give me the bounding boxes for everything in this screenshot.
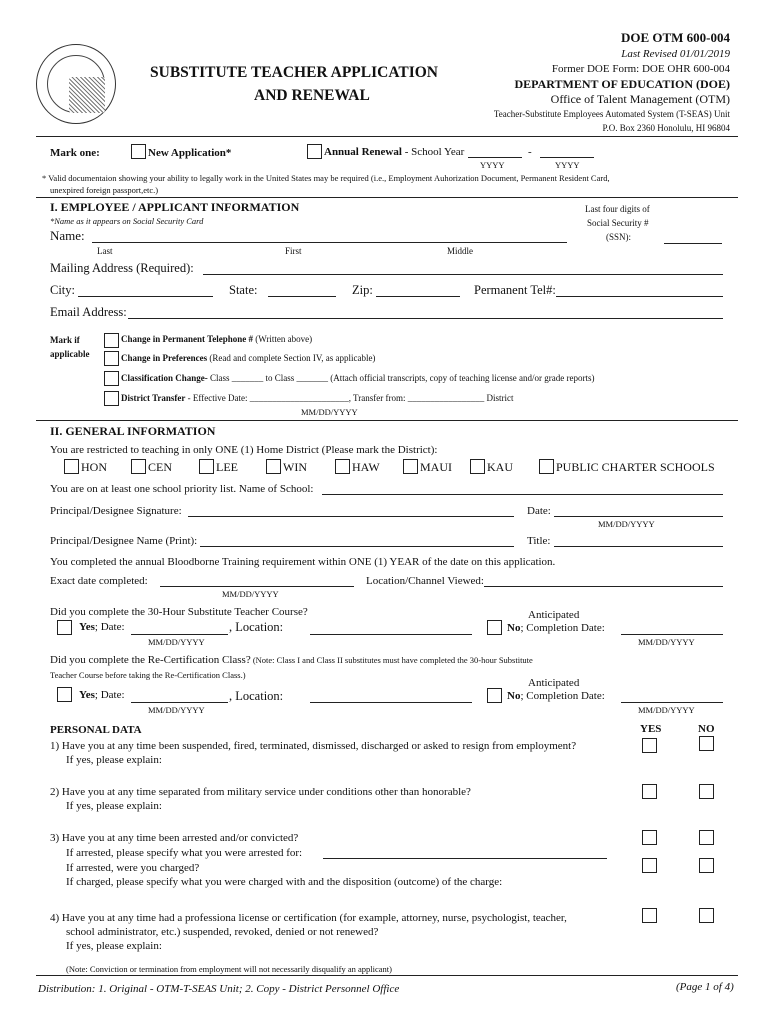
form-id: DOE OTM 600-004 bbox=[620, 30, 730, 45]
new-application-checkbox[interactable] bbox=[131, 144, 146, 159]
address: P.O. Box 2360 Honolulu, HI 96804 bbox=[602, 123, 730, 133]
section1-title: I. EMPLOYEE / APPLICANT INFORMATION bbox=[50, 200, 300, 214]
city-label: City: bbox=[50, 283, 76, 297]
course-completion-label: ; Completion Date: bbox=[520, 622, 605, 634]
exact-date-field[interactable] bbox=[160, 586, 354, 587]
signature-label: Principal/Designee Signature: bbox=[50, 505, 182, 517]
course-yes-date-label: ; Date: bbox=[94, 621, 125, 633]
question-4-explain: If yes, please explain: bbox=[66, 940, 162, 952]
work-authorization-note-cont: unexpired foreign passport,etc.) bbox=[50, 185, 159, 195]
district-haw-label: HAW bbox=[352, 460, 380, 474]
recert-date-field[interactable] bbox=[131, 702, 228, 703]
course-completion-field[interactable] bbox=[621, 634, 723, 635]
school-year-end-field[interactable] bbox=[540, 157, 594, 158]
ssn-label: Last four digits of bbox=[585, 204, 650, 214]
question-4: 4) Have you at any time had a professiona license or certification (for example, attorney, nurse, psychologist, teacher, bbox=[50, 912, 567, 924]
former-form: Former DOE Form: DOE OHR 600-004 bbox=[551, 63, 730, 75]
home-district-instruction: You are restricted to teaching in only ONE (1) Home District (Please mark the District): bbox=[50, 444, 438, 456]
yyyy-hint: YYYY bbox=[555, 160, 580, 170]
question-4-cont: school administrator, etc.) suspended, revoked, denied or not renewed? bbox=[66, 926, 379, 938]
recert-completion-field[interactable] bbox=[621, 702, 723, 703]
q3-yes-checkbox[interactable] bbox=[642, 830, 657, 845]
course-date-field[interactable] bbox=[131, 634, 228, 635]
course-completion-hint: MM/DD/YYYY bbox=[638, 637, 695, 647]
permanent-tel-field[interactable] bbox=[556, 296, 723, 297]
district-win-checkbox[interactable] bbox=[266, 459, 281, 474]
designee-title-field[interactable] bbox=[554, 546, 723, 547]
header-rule bbox=[36, 136, 738, 137]
course-question: Did you complete the 30-Hour Substitute Teacher Course? bbox=[50, 606, 308, 618]
q1-yes-checkbox[interactable] bbox=[642, 738, 657, 753]
classification-change-checkbox[interactable] bbox=[104, 371, 119, 386]
location-viewed-label: Location/Channel Viewed: bbox=[366, 575, 484, 587]
transfer-date-hint: MM/DD/YYYY bbox=[301, 407, 358, 417]
district-lee-label: LEE bbox=[216, 460, 238, 474]
location-viewed-field[interactable] bbox=[484, 586, 723, 587]
course-no-checkbox[interactable] bbox=[487, 620, 502, 635]
annual-renewal-label: Annual Renewal bbox=[324, 146, 402, 158]
q2-no-checkbox[interactable] bbox=[699, 784, 714, 799]
district-kau-checkbox[interactable] bbox=[470, 459, 485, 474]
district-transfer-note: - Effective Date: ______________________, Transfer from: _________________ District bbox=[185, 393, 514, 403]
yyyy-hint: YYYY bbox=[480, 160, 505, 170]
yes-column-header: YES bbox=[640, 723, 662, 735]
mailing-address-label: Mailing Address (Required): bbox=[50, 261, 194, 275]
district-maui-label: MAUI bbox=[420, 460, 452, 474]
signature-date-hint: MM/DD/YYYY bbox=[598, 519, 655, 529]
email-label: Email Address: bbox=[50, 305, 127, 319]
course-no-label: No bbox=[507, 622, 521, 634]
change-tel-label: Change in Permanent Telephone # bbox=[121, 334, 254, 344]
department: DEPARTMENT OF EDUCATION (DOE) bbox=[514, 77, 730, 91]
recert-location-field[interactable] bbox=[310, 702, 472, 703]
q4-yes-checkbox[interactable] bbox=[642, 908, 657, 923]
q3-charged-yes-checkbox[interactable] bbox=[642, 858, 657, 873]
exact-date-label: Exact date completed: bbox=[50, 575, 148, 587]
change-preferences-checkbox[interactable] bbox=[104, 351, 119, 366]
personal-data-title: PERSONAL DATA bbox=[50, 724, 142, 736]
zip-field[interactable] bbox=[376, 296, 460, 297]
distribution-note: Distribution: 1. Original - OTM-T-SEAS Unit; 2. Copy - District Personnel Office bbox=[38, 983, 400, 995]
district-cen-checkbox[interactable] bbox=[131, 459, 146, 474]
arrested-for-field[interactable] bbox=[323, 858, 607, 859]
signature-date-label: Date: bbox=[527, 505, 551, 517]
change-tel-checkbox[interactable] bbox=[104, 333, 119, 348]
district-win-label: WIN bbox=[283, 460, 307, 474]
work-authorization-note: * Valid documentaion showing your ability to legally work in the United States may be required (i.e., Employment Auhorization Document, Permanent Resident Card, bbox=[42, 173, 610, 183]
district-hon-checkbox[interactable] bbox=[64, 459, 79, 474]
recert-note-cont: Teacher Course before taking the Re-Certification Class.) bbox=[50, 670, 246, 680]
ssn-label-line3: (SSN): bbox=[606, 232, 632, 242]
last-revised: Last Revised 01/01/2019 bbox=[621, 48, 730, 60]
recert-note: (Note: Class I and Class II substitutes must have completed the 30-hour Substitute bbox=[250, 655, 533, 665]
q3-no-checkbox[interactable] bbox=[699, 830, 714, 845]
footer-rule bbox=[36, 975, 738, 976]
district-charter-checkbox[interactable] bbox=[539, 459, 554, 474]
designee-name-field[interactable] bbox=[200, 546, 514, 547]
recert-yes-checkbox[interactable] bbox=[57, 687, 72, 702]
form-title-line2: AND RENEWAL bbox=[254, 87, 370, 104]
mark-one-label: Mark one: bbox=[50, 147, 100, 159]
state-field[interactable] bbox=[268, 296, 336, 297]
state-seal-logo bbox=[36, 44, 116, 124]
state-label: State: bbox=[229, 283, 258, 297]
course-yes-label: Yes bbox=[79, 621, 95, 633]
recert-date-hint: MM/DD/YYYY bbox=[148, 705, 205, 715]
signature-date-field[interactable] bbox=[554, 516, 723, 517]
section-rule bbox=[36, 420, 738, 421]
section-rule bbox=[36, 197, 738, 198]
last-name-hint: Last bbox=[97, 246, 113, 256]
district-haw-checkbox[interactable] bbox=[335, 459, 350, 474]
q1-no-checkbox[interactable] bbox=[699, 736, 714, 751]
recert-location-label: , Location: bbox=[229, 689, 284, 703]
course-location-field[interactable] bbox=[310, 634, 472, 635]
school-year-dash: - bbox=[528, 146, 532, 158]
middle-name-hint: Middle bbox=[447, 246, 473, 256]
change-preferences-note: (Read and complete Section IV, as applicable) bbox=[207, 353, 376, 363]
district-transfer-label: District Transfer bbox=[121, 393, 186, 403]
section2-title: II. GENERAL INFORMATION bbox=[50, 424, 216, 438]
no-column-header: NO bbox=[698, 723, 715, 735]
new-application-label: New Application* bbox=[148, 147, 232, 159]
name-label: Name: bbox=[50, 228, 85, 243]
q4-no-checkbox[interactable] bbox=[699, 908, 714, 923]
mailing-address-field[interactable] bbox=[203, 274, 723, 275]
school-year-label: - School Year bbox=[401, 146, 465, 158]
email-field[interactable] bbox=[128, 318, 723, 319]
district-cen-label: CEN bbox=[148, 460, 172, 474]
question-3-arrested: If arrested, please specify what you were arrested for: bbox=[66, 847, 303, 859]
recert-completion-hint: MM/DD/YYYY bbox=[638, 705, 695, 715]
q3-charged-no-checkbox[interactable] bbox=[699, 858, 714, 873]
question-2: 2) Have you at any time separated from military service under conditions other than honorable? bbox=[50, 786, 471, 798]
recert-anticipated-label: Anticipated bbox=[528, 677, 580, 689]
exact-date-hint: MM/DD/YYYY bbox=[222, 589, 279, 599]
recert-no-checkbox[interactable] bbox=[487, 688, 502, 703]
change-preferences-label: Change in Preferences bbox=[121, 353, 208, 363]
classification-change-label: Classification Change- bbox=[121, 373, 208, 383]
bloodborne-statement: You completed the annual Bloodborne Training requirement within ONE (1) YEAR of the date on this application. bbox=[50, 556, 556, 568]
district-kau-label: KAU bbox=[487, 460, 513, 474]
mark-if-label: Mark if bbox=[50, 335, 80, 345]
district-maui-checkbox[interactable] bbox=[403, 459, 418, 474]
ssn-field[interactable] bbox=[664, 243, 722, 244]
course-location-label: , Location: bbox=[229, 620, 284, 634]
office: Office of Talent Management (OTM) bbox=[550, 92, 730, 106]
designee-title-label: Title: bbox=[527, 535, 551, 547]
school-name-field[interactable] bbox=[322, 494, 723, 495]
name-note: *Name as it appears on Social Security Card bbox=[50, 216, 204, 226]
question-3-charged: If arrested, were you charged? bbox=[66, 862, 200, 874]
permanent-tel-label: Permanent Tel#: bbox=[474, 283, 556, 297]
q2-yes-checkbox[interactable] bbox=[642, 784, 657, 799]
change-tel-note: (Written above) bbox=[253, 334, 313, 344]
anticipated-label: Anticipated bbox=[528, 609, 580, 621]
course-date-hint: MM/DD/YYYY bbox=[148, 637, 205, 647]
city-field[interactable] bbox=[78, 296, 213, 297]
question-3-disposition: If charged, please specify what you were charged with and the disposition (outcome) of the charge: bbox=[66, 876, 503, 888]
name-field[interactable] bbox=[92, 242, 567, 243]
ssn-label-line2: Social Security # bbox=[587, 218, 649, 228]
recert-yes-date-label: ; Date: bbox=[94, 689, 125, 701]
unit: Teacher-Substitute Employees Automated System (T-SEAS) Unit bbox=[493, 109, 730, 119]
form-title-line1: SUBSTITUTE TEACHER APPLICATION bbox=[150, 64, 438, 81]
annual-renewal-checkbox[interactable] bbox=[307, 144, 322, 159]
priority-list-label: You are on at least one school priority list. Name of School: bbox=[50, 483, 314, 495]
recert-no-label: No bbox=[507, 690, 521, 702]
district-lee-checkbox[interactable] bbox=[199, 459, 214, 474]
conviction-note: (Note: Conviction or termination from employment will not necessarily disqualify an applicant) bbox=[66, 964, 392, 974]
question-1-explain: If yes, please explain: bbox=[66, 754, 162, 766]
recert-completion-label: ; Completion Date: bbox=[520, 690, 605, 702]
signature-field[interactable] bbox=[188, 516, 514, 517]
applicable-label: applicable bbox=[50, 349, 90, 359]
classification-change-note: Class _______ to Class _______ (Attach official transcripts, copy of teaching license and/or grade reports) bbox=[207, 373, 595, 383]
question-1: 1) Have you at any time been suspended, fired, terminated, dismissed, discharged or asked to resign from employment? bbox=[50, 740, 577, 752]
first-name-hint: First bbox=[285, 246, 302, 256]
course-yes-checkbox[interactable] bbox=[57, 620, 72, 635]
school-year-start-field[interactable] bbox=[468, 157, 522, 158]
question-2-explain: If yes, please explain: bbox=[66, 800, 162, 812]
recert-question: Did you complete the Re-Certification Class? bbox=[50, 654, 251, 666]
district-hon-label: HON bbox=[81, 460, 107, 474]
zip-label: Zip: bbox=[352, 283, 373, 297]
question-3: 3) Have you at any time been arrested and/or convicted? bbox=[50, 832, 299, 844]
page-number: (Page 1 of 4) bbox=[676, 981, 734, 993]
designee-name-label: Principal/Designee Name (Print): bbox=[50, 535, 198, 547]
recert-yes-label: Yes bbox=[79, 689, 95, 701]
district-charter-label: PUBLIC CHARTER SCHOOLS bbox=[556, 460, 715, 474]
district-transfer-checkbox[interactable] bbox=[104, 391, 119, 406]
